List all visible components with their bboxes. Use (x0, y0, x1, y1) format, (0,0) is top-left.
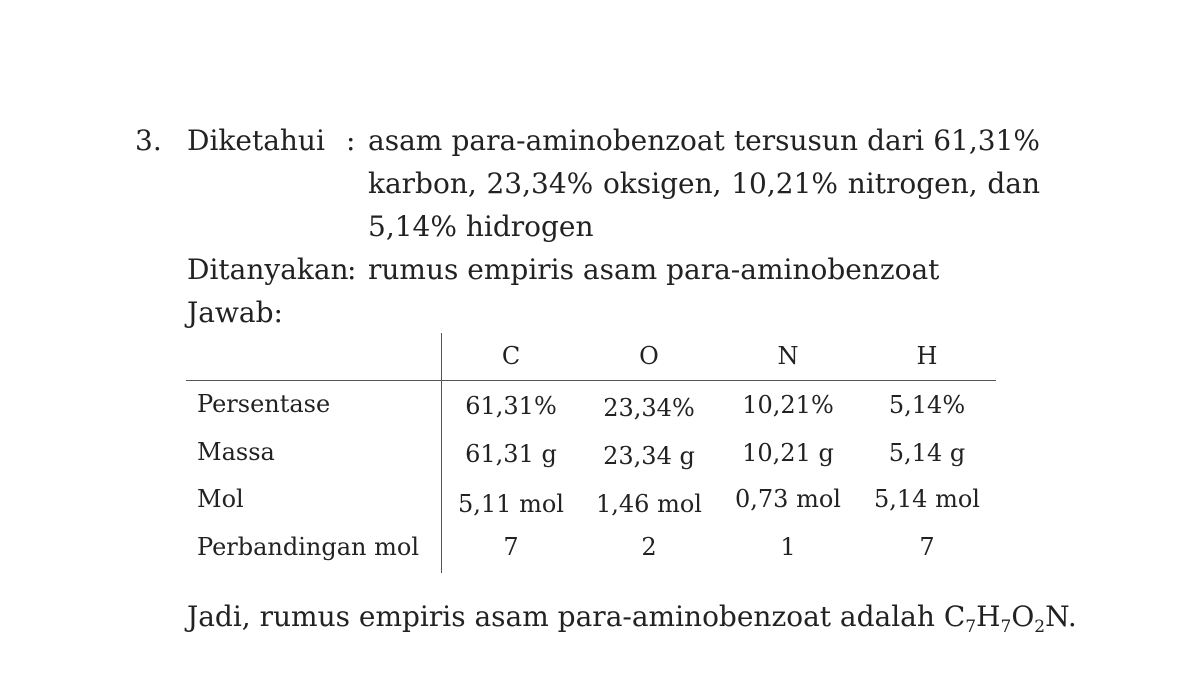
formula-subscript: 2 (1034, 617, 1046, 637)
asked-colon: : (347, 253, 357, 286)
header-n: N (777, 342, 799, 370)
table-cell: 5,11 mol (458, 490, 564, 518)
formula-subscript: 7 (965, 617, 977, 637)
table-cell: 1,46 mol (596, 490, 702, 518)
table-cell: 7 (919, 533, 935, 561)
table-cell: 61,31% (465, 392, 557, 420)
conclusion-period: . (1067, 600, 1077, 633)
row-label: Massa (197, 438, 275, 466)
formula-subscript: 7 (1000, 617, 1012, 637)
conclusion-text: Jadi, rumus empiris asam para-aminobenzoat adalah (187, 600, 944, 633)
row-label: Persentase (197, 390, 331, 418)
known-colon: : (346, 124, 356, 157)
asked-text: rumus empiris asam para-aminobenzoat (368, 253, 940, 286)
table-cell: 5,14% (888, 391, 966, 419)
known-line-1: asam para-aminobenzoat tersusun dari 61,31% (368, 124, 1040, 157)
known-line-3: 5,14% hidrogen (368, 210, 594, 243)
table-cell: 5,14 mol (874, 485, 980, 513)
known-label: Diketahui (187, 124, 325, 157)
table-cell: 23,34 g (603, 442, 695, 470)
table-cell: 10,21 g (742, 439, 834, 467)
table-cell: 1 (780, 533, 796, 561)
formula-element: H (976, 600, 1001, 633)
table-cell: 23,34% (603, 394, 695, 422)
row-label: Perbandingan mol (197, 533, 420, 561)
table-cell: 5,14 g (888, 439, 966, 467)
table-header-rule (186, 380, 996, 381)
known-line-2: karbon, 23,34% oksigen, 10,21% nitrogen, dan (368, 167, 1040, 200)
table-vertical-rule (441, 333, 442, 573)
header-c: C (501, 342, 521, 370)
formula-element: C (943, 600, 966, 633)
formula-element: N (1045, 600, 1068, 633)
header-h: H (916, 342, 938, 370)
conclusion (187, 596, 1077, 638)
empirical-formula (943, 600, 1068, 637)
header-o: O (639, 342, 659, 370)
table-cell: 0,73 mol (735, 485, 841, 513)
answer-label: Jawab: (187, 296, 283, 329)
problem-number: 3. (135, 124, 162, 157)
table-cell: 7 (503, 533, 519, 561)
table-cell: 2 (641, 533, 657, 561)
asked-label: Ditanyakan (187, 253, 349, 286)
table-cell: 61,31 g (465, 440, 557, 468)
formula-element: O (1011, 600, 1035, 633)
row-label: Mol (197, 485, 244, 513)
table-cell: 10,21% (742, 391, 834, 419)
